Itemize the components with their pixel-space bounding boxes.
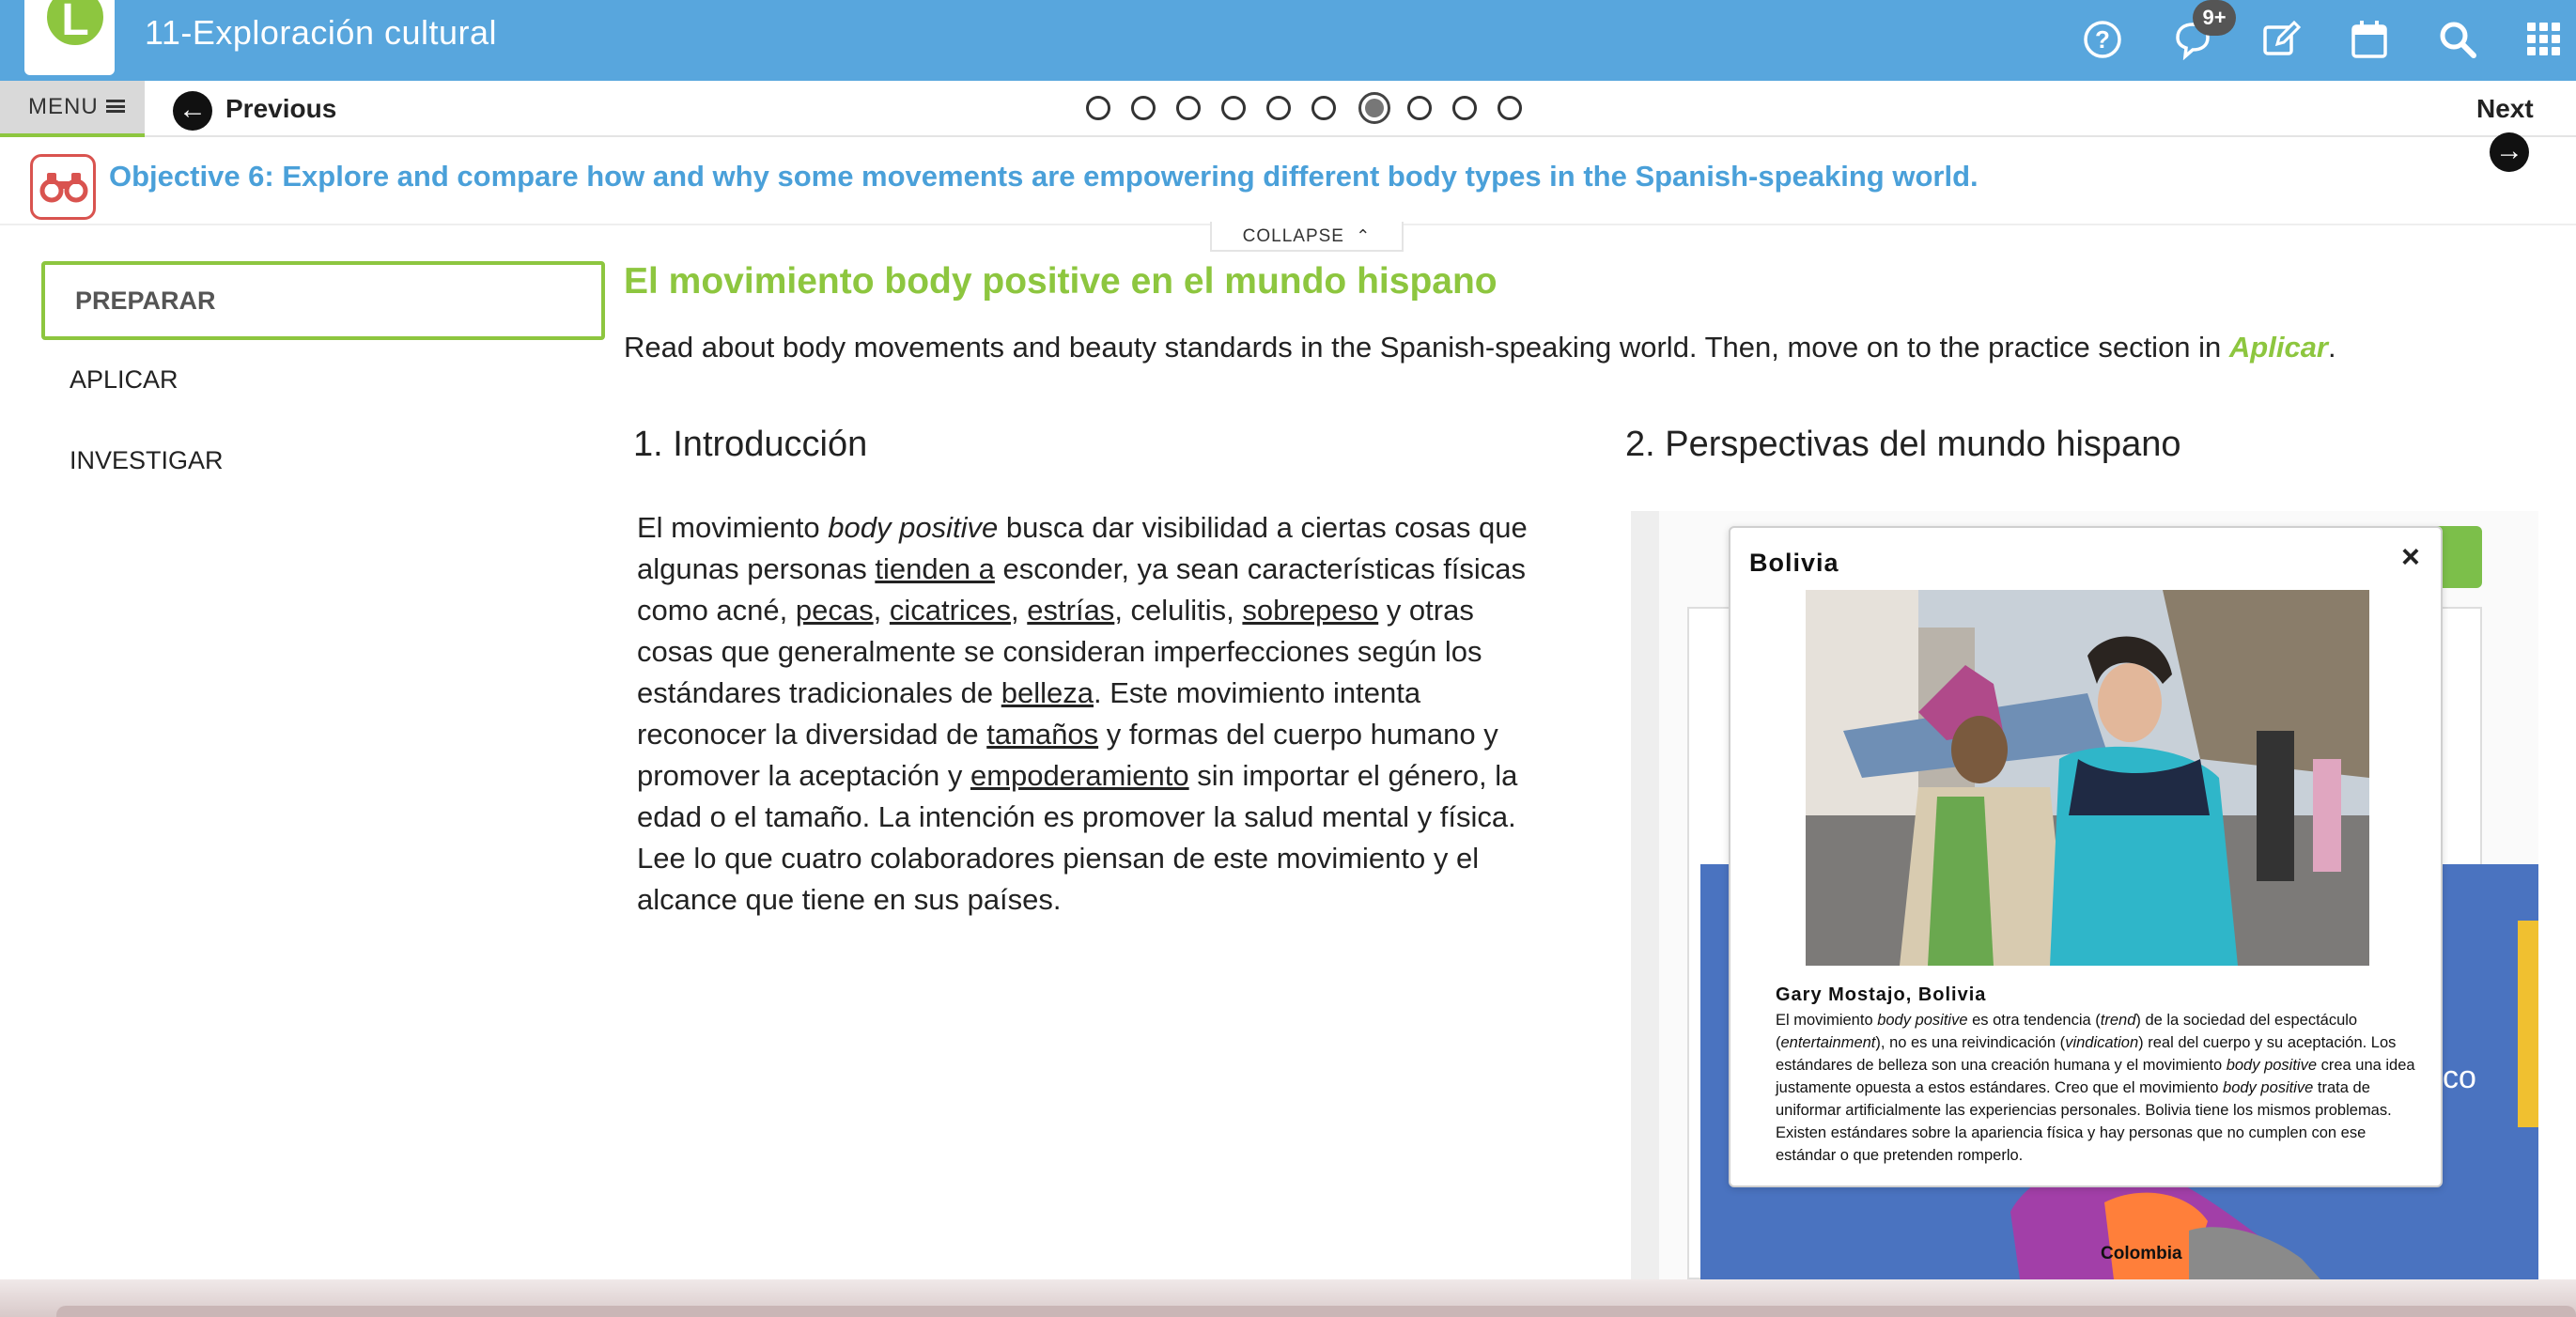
page-dot[interactable]	[1131, 96, 1156, 120]
binoculars-icon	[30, 154, 96, 220]
next-button[interactable]	[2476, 88, 2576, 166]
edit-icon[interactable]	[2255, 13, 2307, 66]
section-title-introduccion: 1. Introducción	[633, 425, 868, 464]
calendar-icon[interactable]	[2343, 13, 2396, 66]
text: ,	[1011, 594, 1028, 627]
bottom-window-edge-inner	[56, 1306, 2576, 1317]
vocab-link[interactable]: estrías	[1027, 594, 1115, 627]
section-title-perspectivas: 2. Perspectivas del mundo hispano	[1625, 425, 2181, 464]
collapse-label: COLLAPSE	[1242, 226, 1344, 246]
menu-label: MENU	[28, 94, 99, 119]
text-em: body positive	[2226, 1057, 2318, 1074]
vocab-link[interactable]: tienden a	[875, 552, 995, 585]
text-em: vindication	[2065, 1034, 2139, 1051]
objective-text: Objective 6: Explore and compare how and why some movements are empowering different body types in the Spanish-speaking world.	[109, 160, 1979, 193]
svg-text:?: ?	[2095, 25, 2110, 54]
page-title: El movimiento body positive en el mundo hispano	[624, 261, 1497, 302]
vocab-link[interactable]: tamaños	[986, 718, 1099, 751]
page-dot[interactable]	[1266, 96, 1291, 120]
text: esconder, ya sean características físicas como acné,	[637, 552, 1527, 627]
previous-label: Previous	[225, 94, 337, 123]
text: . Este movimiento intenta reconocer la diversidad de	[637, 676, 1421, 751]
sidebar-item-preparar[interactable]	[41, 261, 605, 340]
chevron-up-icon: ⌃	[1356, 226, 1372, 245]
text: crea una idea justamente opuesta a estos estándares. Creo que el movimiento	[1776, 1057, 2415, 1096]
top-bar	[0, 0, 2576, 81]
page-dot[interactable]	[1407, 96, 1432, 120]
nav-bar	[0, 81, 2576, 166]
objective-bar	[0, 139, 2576, 225]
apps-grid-icon[interactable]	[2518, 13, 2570, 66]
page-dot[interactable]	[1497, 96, 1522, 120]
text-em: trend	[2100, 1012, 2136, 1029]
popup-title: Bolivia	[1749, 549, 1839, 577]
notifications-badge[interactable]: 9+	[2193, 0, 2236, 36]
text: El movimiento	[1776, 1012, 1878, 1029]
intro-text-part: Read about body movements and beauty standards in the Spanish-speaking world. Then, move on to the practice section in	[624, 331, 2229, 364]
text-em: entertainment	[1780, 1034, 1876, 1051]
text-em: body positive	[1877, 1012, 1968, 1029]
text: y formas del cuerpo humano y promover la aceptación y	[637, 718, 1498, 792]
text: sin importar el género, la edad o el tamaño. La intención es promover la salud mental y física. Lee lo que cuatro colaboradores piensan de este movimiento y el alcance que tiene en sus países.	[637, 759, 1518, 916]
sidebar-item-label: PREPARAR	[75, 287, 216, 315]
page-dot-current[interactable]	[1358, 92, 1390, 124]
logo-bubble-icon	[43, 0, 107, 49]
contributor-photo	[1806, 590, 2369, 966]
text: y otras cosas que generalmente se consideran imperfecciones según los estándares tradicionales de	[637, 594, 1482, 709]
app-title: 11-Exploración cultural	[145, 13, 498, 52]
logo-letter: L	[61, 0, 89, 45]
text: ) real del cuerpo y su aceptación. Los estándares de belleza son una creación humana y el movimiento	[1776, 1034, 2397, 1074]
text: ,	[873, 594, 890, 627]
vocab-link[interactable]: pecas	[795, 594, 874, 627]
vocab-link[interactable]: belleza	[1001, 676, 1094, 709]
text: ), no es una reivindicación (	[1875, 1034, 2066, 1051]
menu-button[interactable]	[0, 81, 145, 137]
page-dot[interactable]	[1176, 96, 1201, 120]
intro-text	[624, 331, 2336, 364]
sidebar-item-aplicar[interactable]	[41, 340, 605, 419]
text-em: body positive	[828, 511, 999, 544]
arrow-left-icon: ←	[173, 91, 212, 131]
arrow-right-icon: →	[2490, 132, 2529, 172]
close-icon[interactable]: ×	[2401, 539, 2420, 575]
app-logo[interactable]	[24, 0, 115, 75]
page-dot[interactable]	[1221, 96, 1246, 120]
map-label-colombia[interactable]: Colombia	[2101, 1244, 2182, 1263]
vocab-link[interactable]: sobrepeso	[1242, 594, 1379, 627]
intro-text-end: .	[2328, 331, 2336, 364]
vocab-link[interactable]: empoderamiento	[970, 759, 1189, 792]
introduction-paragraph	[637, 507, 1558, 921]
aplicar-link[interactable]: Aplicar	[2228, 331, 2329, 364]
text: trata de uniformar artificialmente las experiencias personales. Bolivia tiene los mismos problemas. Existen estándares sobre la apariencia física y hay personas que no cumplen con ese estándar o que pretenden romperlo.	[1776, 1079, 2392, 1164]
next-label: Next	[2476, 94, 2534, 123]
help-icon[interactable]	[2076, 13, 2129, 66]
bolivia-popup	[1729, 526, 2443, 1187]
sidebar-item-label: INVESTIGAR	[70, 446, 224, 474]
sidebar-item-label: APLICAR	[70, 365, 178, 394]
previous-button[interactable]	[173, 88, 336, 130]
sidebar-item-investigar[interactable]	[41, 421, 605, 500]
contributor-name: Gary Mostajo, Bolivia	[1776, 984, 1987, 1005]
text: , celulitis,	[1114, 594, 1243, 627]
text: busca dar visibilidad a ciertas cosas que algunas personas	[637, 511, 1528, 585]
text: es otra tendencia (	[1967, 1012, 2101, 1029]
text-em: body positive	[2223, 1079, 2314, 1096]
contributor-quote	[1776, 1009, 2420, 1167]
map-partial-label: co	[2443, 1060, 2476, 1095]
vocab-link[interactable]: cicatrices	[889, 594, 1012, 627]
page-dot[interactable]	[1311, 96, 1336, 120]
text: ) de la sociedad del espectáculo (	[1776, 1012, 2358, 1051]
collapse-button[interactable]	[1210, 222, 1404, 252]
page-dot[interactable]	[1452, 96, 1477, 120]
page-dot[interactable]	[1086, 96, 1110, 120]
text: El movimiento	[637, 511, 829, 544]
search-icon[interactable]	[2431, 13, 2484, 66]
hamburger-icon	[106, 100, 125, 113]
